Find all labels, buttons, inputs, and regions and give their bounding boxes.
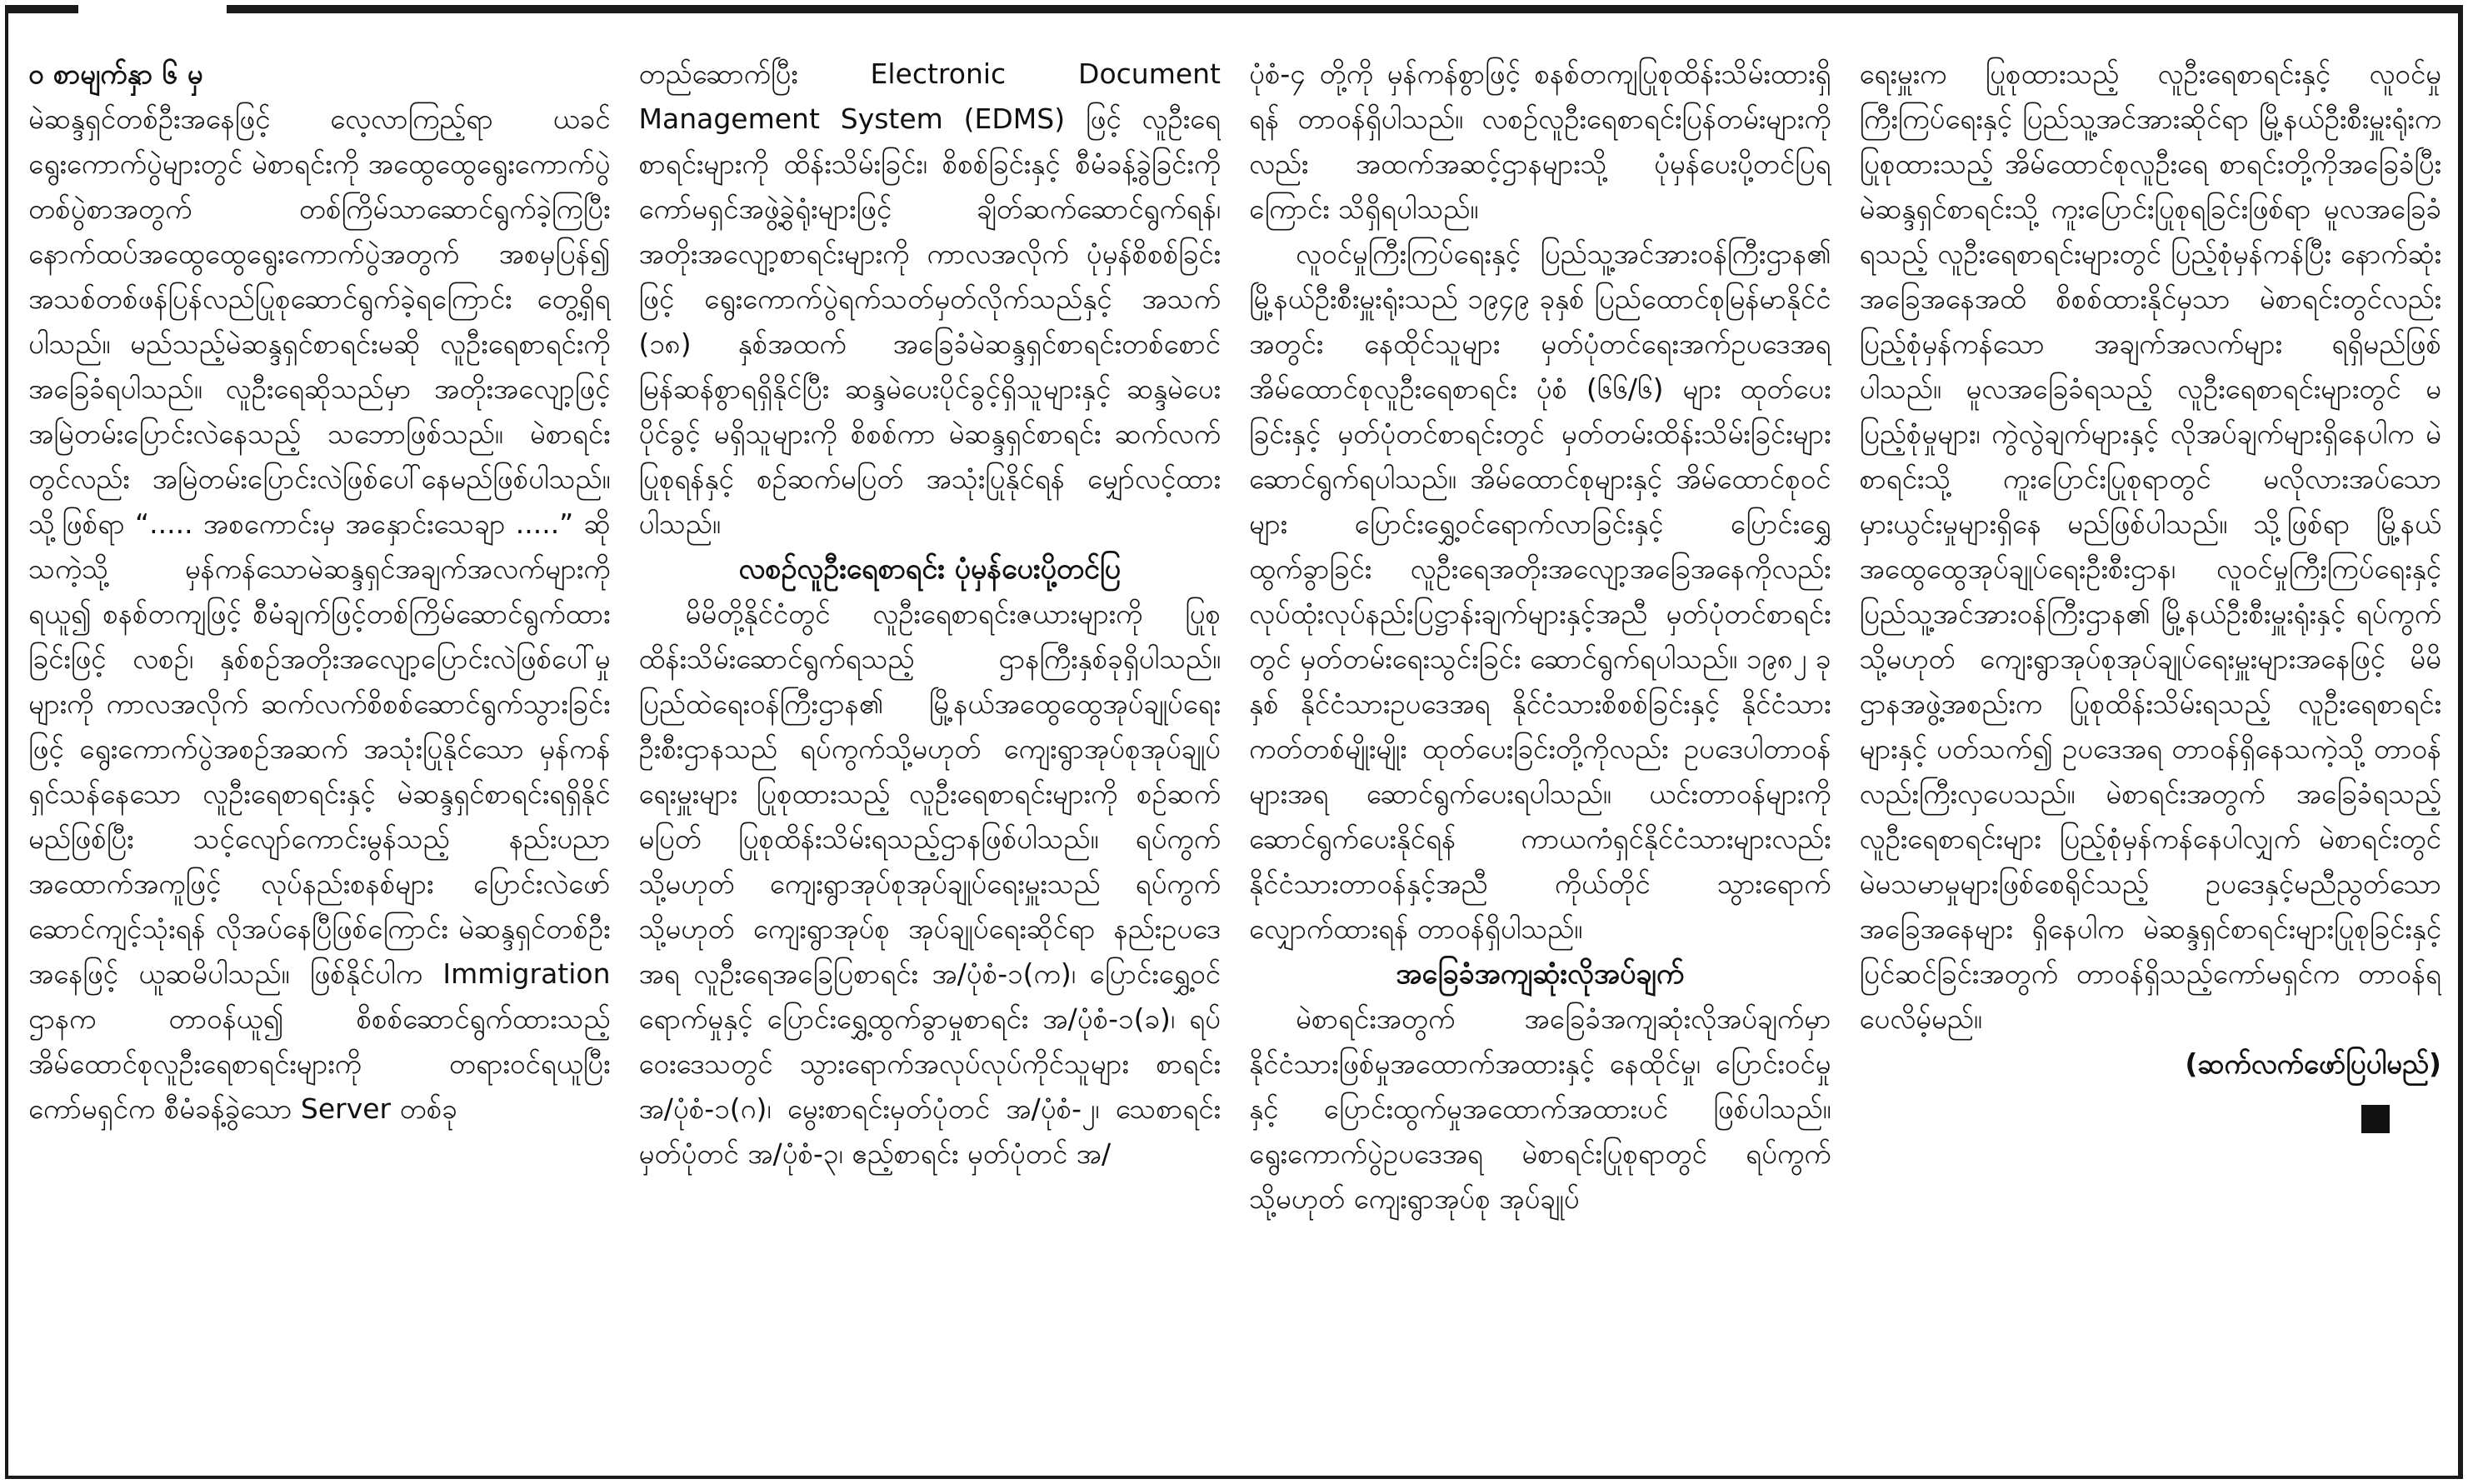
top-rule-right bbox=[227, 5, 2458, 13]
column-2 bbox=[639, 52, 1222, 1460]
column-4-paragraph: ရေးမှူးက ပြုစုထားသည့် လူဦးရေစာရင်းနှင့် လူဝင်မှု ကြီးကြပ်ရေးနှင့် ပြည်သူ့အင်အားဆိုင်ရာ မြို့နယ်ဦးစီးမှူးရုံးကပြုစုထားသည့် အိမ်ထောင်စုလူဦးရေ စာရင်းတို့ကိုအခြေခံပြီး မဲဆန္ဒရှင်စာရင်းသို့ ကူးပြောင်းပြုစုရခြင်းဖြစ်ရာ မူလအခြေခံရသည့် လူဦးရေစာရင်းများတွင် ပြည့်စုံမှန်ကန်ပြီး နောက်ဆုံးအခြေအနေအထိ စိစစ်ထားနိုင်မှသာ မဲစာရင်းတွင်လည်း ပြည့်စုံမှန်ကန်သော အချက်အလက်များ ရရှိမည်ဖြစ်ပါသည်။ မူလအခြေခံရသည့် လူဦးရေစာရင်းများတွင် မပြည့်စုံမှုများ၊ ကွဲလွဲချက်များနှင့် လိုအပ်ချက်များရှိနေပါက မဲစာရင်းသို့ ကူးပြောင်းပြုစုရာတွင် မလိုလားအပ်သော မှားယွင်းမှုများရှိနေ မည်ဖြစ်ပါသည်။ သို့ဖြစ်ရာ မြို့နယ်အထွေထွေအုပ်ချုပ်ရေးဦးစီးဌာန၊ လူဝင်မှုကြီးကြပ်ရေးနှင့် ပြည်သူ့အင်အားဝန်ကြီးဌာန၏ မြို့နယ်ဦးစီးမှူးရုံးနှင့် ရပ်ကွက် သို့မဟုတ် ကျေးရွာအုပ်စုအုပ်ချုပ်ရေးမှူးများအနေဖြင့် မိမိဌာနအဖွဲ့အစည်းက ပြုစုထိန်းသိမ်းရသည့် လူဦးရေစာရင်းများနှင့် ပတ်သက်၍ ဥပဒေအရ တာဝန်ရှိနေသကဲ့သို့ တာဝန်လည်းကြီးလှပေသည်။ မဲစာရင်းအတွက် အခြေခံရသည့် လူဦးရေစာရင်းများ ပြည့်စုံမှန်ကန်နေပါလျှက် မဲစာရင်းတွင် မဲမသမာမှုများဖြစ်စေရိုင်သည့် ဥပဒေနှင့်မညီညွတ်သော အခြေအနေများ ရှိနေပါက မဲဆန္ဒရှင်စာရင်းများပြုစုခြင်းနှင့် ပြင်ဆင်ခြင်းအတွက် တာဝန်ရှိသည့်ကော်မရှင်က တာဝန်ရပေလိမ့်မည်။ bbox=[1859, 57, 2441, 1035]
top-rule-left bbox=[8, 5, 78, 13]
column-3 bbox=[1249, 52, 1831, 1460]
end-mark-icon bbox=[2361, 1105, 2390, 1133]
column-3-paragraph: မဲစာရင်းအတွက် အခြေခံအကျဆုံးလိုအပ်ချက်မှာ နိုင်ငံသားဖြစ်မှုအထောက်အထားနှင့် နေထိုင်မှု၊ ပြောင်းဝင်မှုနှင့် ပြောင်းထွက်မှုအထောက်အထားပင် ဖြစ်ပါသည်။ ရွေးကောက်ပွဲဥပဒေအရ မဲစာရင်းပြုစုရာတွင် ရပ်ကွက် သို့မဟုတ် ကျေးရွာအုပ်စု အုပ်ချုပ် bbox=[1249, 1002, 1831, 1215]
column-3-paragraph: ပုံစံ-၄ တို့ကို မှန်ကန်စွာဖြင့် စနစ်တကျပြုစုထိန်းသိမ်းထားရှိရန် တာဝန်ရှိပါသည်။ လစဉ်လူဦးရေစာရင်းပြန်တမ်းများကိုလည်း အထက်အဆင့်ဌာနများသို့ ပုံမှန်ပေးပို့တင်ပြရကြောင်း သိရှိရပါသည်။ bbox=[1249, 57, 1831, 225]
to-be-continued-label: (ဆက်လက်ဖော်ပြပါမည်) bbox=[2185, 1047, 2441, 1080]
column-2-paragraph: မိမိတို့နိုင်ငံတွင် လူဦးရေစာရင်းဇယားများကို ပြုစုထိန်းသိမ်းဆောင်ရွက်ရသည့် ဌာနကြီးနှစ်ခုရှိပါသည်။ ပြည်ထဲရေးဝန်ကြီးဌာန၏ မြို့နယ်အထွေထွေအုပ်ချုပ်ရေးဦးစီးဌာနသည် ရပ်ကွက်သို့မဟုတ် ကျေးရွာအုပ်စုအုပ်ချုပ်ရေးမှူးများ ပြုစုထားသည့် လူဦးရေစာရင်းများကို စဉ်ဆက်မပြတ် ပြုစုထိန်းသိမ်းရသည့်ဌာနဖြစ်ပါသည်။ ရပ်ကွက် သို့မဟုတ် ကျေးရွာအုပ်စုအုပ်ချုပ်ရေးမှူးသည် ရပ်ကွက် သို့မဟုတ် ကျေးရွာအုပ်စု အုပ်ချုပ်ရေးဆိုင်ရာ နည်းဥပဒေအရ လူဦးရေအခြေပြစာရင်း အ/ပုံစံ-၁(က)၊ ပြောင်းရွှေ့ဝင်ရောက်မှုနှင့် ပြောင်းရွှေ့ထွက်ခွာမှုစာရင်း အ/ပုံစံ-၁(ခ)၊ ရပ်ဝေးဒေသတွင် သွားရောက်အလုပ်လုပ်ကိုင်သူများ စာရင်း အ/ပုံစံ-၁(ဂ)၊ မွေးစာရင်းမှတ်ပုံတင် အ/ပုံစံ-၂၊ သေစာရင်းမှတ်ပုံတင် အ/ပုံစံ-၃၊ ဧည့်စာရင်း မှတ်ပုံတင် အ/ bbox=[638, 597, 1221, 1170]
article-columns bbox=[28, 52, 2441, 1460]
article-frame bbox=[5, 5, 2463, 1479]
column-1-paragraph: မဲဆန္ဒရှင်တစ်ဦးအနေဖြင့် လေ့လာကြည့်ရာ ယခင်ရွေးကောက်ပွဲများတွင် မဲစာရင်းကို အထွေထွေရွေးကောက်ပွဲတစ်ပွဲစာအတွက် တစ်ကြိမ်သာဆောင်ရွက်ခဲ့ကြပြီး နောက်ထပ်အထွေထွေရွေးကောက်ပွဲအတွက် အစမှပြန်၍ အသစ်တစ်ဖန်ပြန်လည်ပြုစုဆောင်ရွက်ခဲ့ရကြောင်း တွေ့ရှိရပါသည်။ မည်သည့်မဲဆန္ဒရှင်စာရင်းမဆို လူဦးရေစာရင်းကို အခြေခံရပါသည်။ လူဦးရေဆိုသည်မှာ အတိုးအလျော့ဖြင့် အမြဲတမ်းပြောင်းလဲနေသည့် သဘောဖြစ်သည်။ မဲစာရင်းတွင်လည်း အမြဲတမ်းပြောင်းလဲဖြစ်ပေါ်နေမည်ဖြစ်ပါသည်။ သို့ဖြစ်ရာ “..... အစကောင်းမှ အနှောင်းသေချာ .....” ဆိုသကဲ့သို့ မှန်ကန်သောမဲဆန္ဒရှင်အချက်အလက်များကို ရယူ၍ စနစ်တကျဖြင့် စီမံချက်ဖြင့်တစ်ကြိမ်ဆောင်ရွက်ထားခြင်းဖြင့် လစဉ်၊ နှစ်စဉ်အတိုးအလျော့ပြောင်းလဲဖြစ်ပေါ်မှုများကို ကာလအလိုက် ဆက်လက်စိစစ်ဆောင်ရွက်သွားခြင်းဖြင့် ရွေးကောက်ပွဲအစဉ်အဆက် အသုံးပြုနိုင်သော မှန်ကန်ရှင်သန်နေသော လူဦးရေစာရင်းနှင့် မဲဆန္ဒရှင်စာရင်းရရှိနိုင်မည်ဖြစ်ပြီး သင့်လျော်ကောင်းမွန်သည့် နည်းပညာအထောက်အကူဖြင့် လုပ်နည်းစနစ်များ ပြောင်းလဲဖော်ဆောင်ကျင့်သုံးရန် လိုအပ်နေပြီဖြစ်ကြောင်း မဲဆန္ဒရှင်တစ်ဦးအနေဖြင့် ယူဆမိပါသည်။ ဖြစ်နိုင်ပါက Immigration ဌာနက တာဝန်ယူ၍ စိစစ်ဆောင်ရွက်ထားသည့် အိမ်ထောင်စုလူဦးရေစာရင်းများကို တရားဝင်ရယူပြီး ကော်မရှင်က စီမံခန့်ခွဲသော Server တစ်ခု bbox=[28, 102, 611, 1125]
section-heading-basic-requirement: အခြေခံအကျဆုံးလိုအပ်ချက် bbox=[1396, 957, 1685, 991]
continued-from-label: ၀ စာမျက်နှာ ၆ မှ bbox=[28, 57, 203, 90]
column-3-paragraph: လူဝင်မှုကြီးကြပ်ရေးနှင့် ပြည်သူ့အင်အားဝန်ကြီးဌာန၏ မြို့နယ်ဦးစီးမှူးရုံးသည် ၁၉၄၉ ခုနှစ် ပြည်ထောင်စုမြန်မာနိုင်ငံအတွင်း နေထိုင်သူများ မှတ်ပုံတင်ရေးအက်ဥပဒေအရ အိမ်ထောင်စုလူဦးရေစာရင်း ပုံစံ (၆၆/၆) များ ထုတ်ပေးခြင်းနှင့် မှတ်ပုံတင်စာရင်းတွင် မှတ်တမ်းထိန်းသိမ်းခြင်းများ ဆောင်ရွက်ရပါသည်။ အိမ်ထောင်စုများနှင့် အိမ်ထောင်စုဝင်များ ပြောင်းရွှေ့ဝင်ရောက်လာခြင်းနှင့် ပြောင်းရွှေ့ထွက်ခွာခြင်း လူဦးရေအတိုးအလျော့အခြေအနေကိုလည်း လုပ်ထုံးလုပ်နည်းပြဋ္ဌာန်းချက်များနှင့်အညီ မှတ်ပုံတင်စာရင်းတွင် မှတ်တမ်းရေးသွင်းခြင်း ဆောင်ရွက်ရပါသည်။ ၁၉၈၂ ခုနှစ် နိုင်ငံသားဥပဒေအရ နိုင်ငံသားစိစစ်ခြင်းနှင့် နိုင်ငံသားကတ်တစ်မျိုးမျိုး ထုတ်ပေးခြင်းတို့ကိုလည်း ဥပဒေပါတာဝန်များအရ ဆောင်ရွက်ပေးရပါသည်။ ယင်းတာဝန်များကို ဆောင်ရွက်ပေးနိုင်ရန် ကာယကံရှင်နိုင်ငံသားများလည်း နိုင်ငံသားတာဝန်နှင့်အညီ ကိုယ်တိုင် သွားရောက်လျှောက်ထားရန် တာဝန်ရှိပါသည်။ bbox=[1249, 237, 1831, 945]
column-2-paragraph: တည်ဆောက်ပြီး Electronic Document Management System (EDMS) ဖြင့် လူဦးရေစာရင်းများကို ထိန်းသိမ်းခြင်း၊ စိစစ်ခြင်းနှင့် စီမံခန့်ခွဲခြင်းကို ကော်မရှင်အဖွဲ့ခွဲရုံးများဖြင့် ချိတ်ဆက်ဆောင်ရွက်ရန်၊ အတိုးအလျော့စာရင်းများကို ကာလအလိုက် ပုံမှန်စိစစ်ခြင်းဖြင့် ရွေးကောက်ပွဲရက်သတ်မှတ်လိုက်သည်နှင့် အသက် (၁၈) နှစ်အထက် အခြေခံမဲဆန္ဒရှင်စာရင်းတစ်စောင် မြန်ဆန်စွာရရှိနိုင်ပြီး ဆန္ဒမဲပေးပိုင်ခွင့်ရှိသူများနှင့် ဆန္ဒမဲပေးပိုင်ခွင့် မရှိသူများကို စိစစ်ကာ မဲဆန္ဒရှင်စာရင်း ဆက်လက်ပြုစုရန်နှင့် စဉ်ဆက်မပြတ် အသုံးပြုနိုင်ရန် မျှော်လင့်ထားပါသည်။ bbox=[638, 57, 1221, 540]
section-heading-monthly-report: လစဉ်လူဦးရေစာရင်း ပုံမှန်ပေးပို့တင်ပြ bbox=[738, 552, 1122, 586]
column-1 bbox=[28, 52, 611, 1460]
column-4 bbox=[1860, 52, 2442, 1460]
